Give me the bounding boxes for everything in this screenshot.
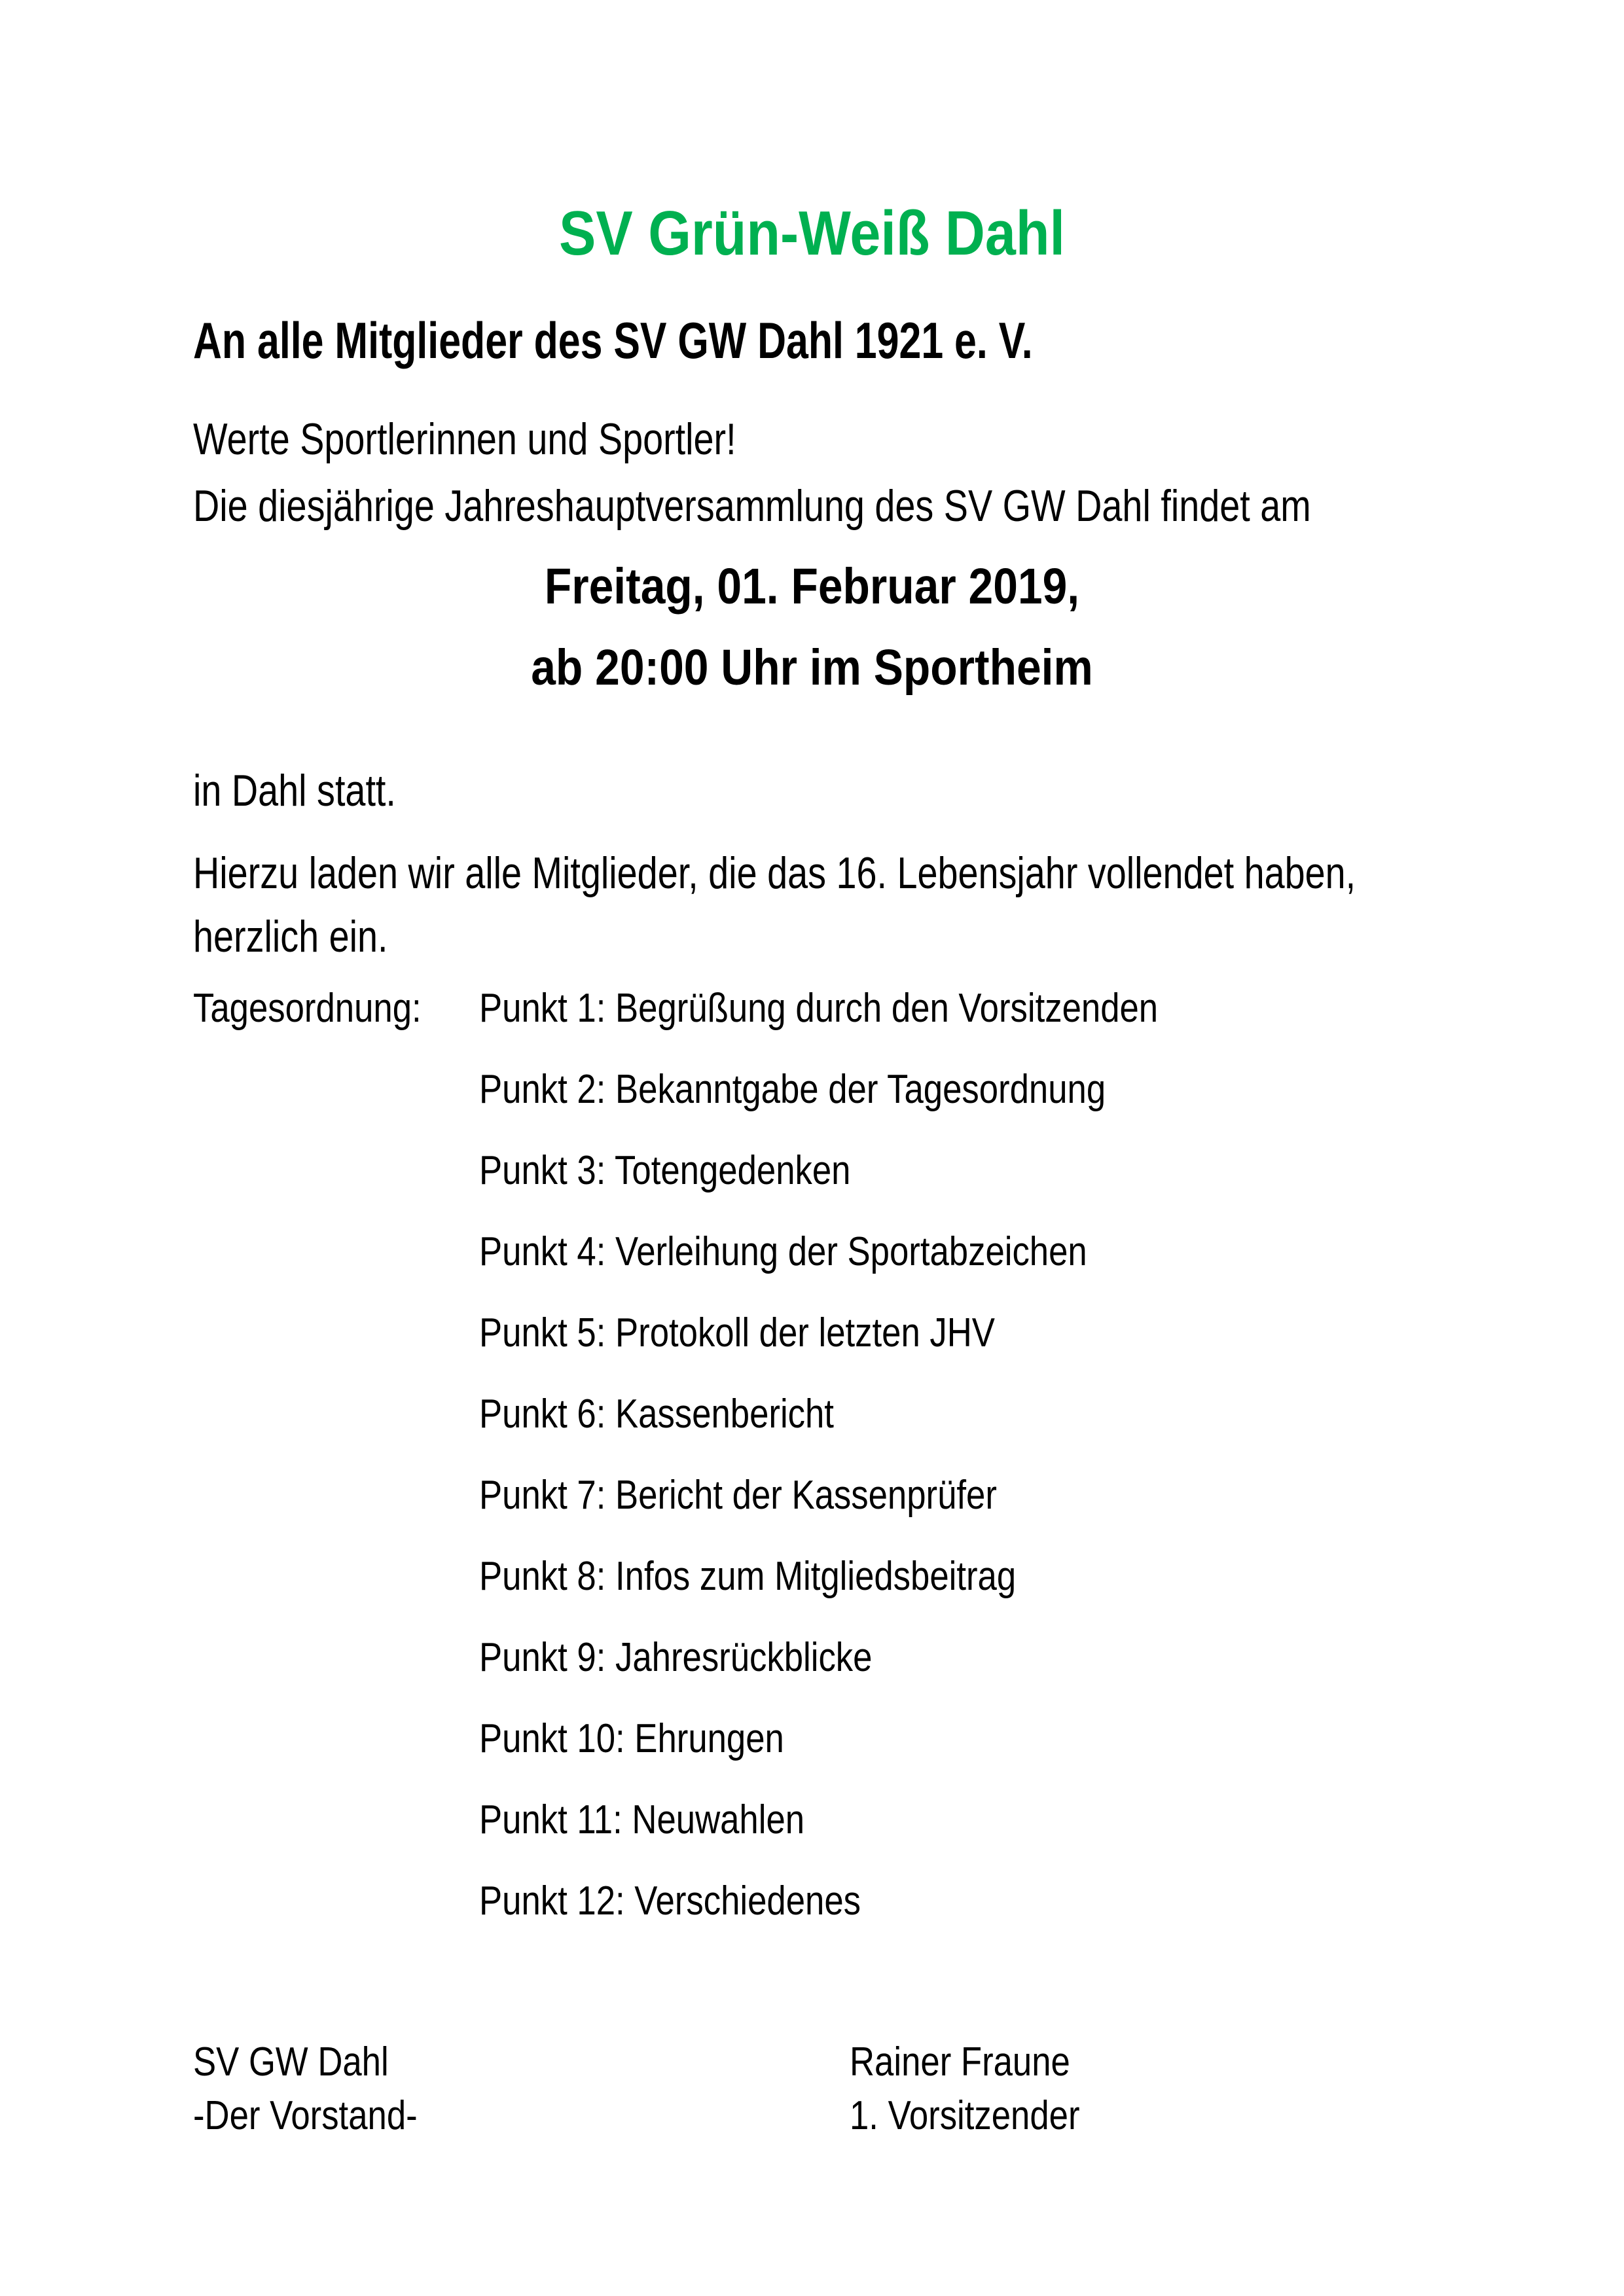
- event-time-place-line: ab 20:00 Uhr im Sportheim: [531, 639, 1093, 696]
- agenda-item: Punkt 4: Verleihung der Sportabzeichen: [479, 1229, 1087, 1274]
- agenda-item: Punkt 7: Bericht der Kassenprüfer: [479, 1473, 997, 1518]
- invitation-line-2: herzlich ein.: [193, 912, 388, 961]
- agenda-item: Punkt 8: Infos zum Mitgliedsbeitrag: [479, 1554, 1017, 1599]
- agenda-item: Punkt 5: Protokoll der letzten JHV: [479, 1310, 995, 1355]
- agenda-item: Punkt 12: Verschiedenes: [479, 1878, 861, 1924]
- page-title: SV Grün-Weiß Dahl: [559, 198, 1065, 268]
- recipient-heading: An alle Mitglieder des SV GW Dahl 1921 e. V.: [193, 312, 1033, 369]
- agenda-label: Tagesordnung:: [193, 986, 422, 1031]
- intro-line-1: Werte Sportlerinnen und Sportler!: [193, 414, 736, 464]
- agenda-item: Punkt 9: Jahresrückblicke: [479, 1635, 873, 1680]
- signoff-chairman-title: 1. Vorsitzender: [850, 2093, 1080, 2138]
- agenda-item: Punkt 3: Totengedenken: [479, 1148, 851, 1193]
- event-location-line: in Dahl statt.: [193, 766, 396, 816]
- agenda-list: [479, 988, 1158, 1962]
- signoff-chairman-name: Rainer Fraune: [850, 2039, 1070, 2085]
- agenda-item: Punkt 1: Begrüßung durch den Vorsitzenden: [479, 986, 1159, 1031]
- signoff-club-name: SV GW Dahl: [193, 2039, 389, 2085]
- intro-line-2: Die diesjährige Jahreshauptversammlung des SV GW Dahl findet am: [193, 481, 1311, 531]
- agenda-item: Punkt 6: Kassenbericht: [479, 1391, 834, 1437]
- agenda-item: Punkt 11: Neuwahlen: [479, 1797, 805, 1842]
- invitation-line-1: Hierzu laden wir alle Mitglieder, die das 16. Lebensjahr vollendet haben,: [193, 848, 1356, 898]
- agenda-item: Punkt 10: Ehrungen: [479, 1716, 784, 1761]
- signoff-board-label: -Der Vorstand-: [193, 2093, 418, 2138]
- event-date-line: Freitag, 01. Februar 2019,: [544, 558, 1080, 615]
- agenda-item: Punkt 2: Bekanntgabe der Tagesordnung: [479, 1067, 1106, 1112]
